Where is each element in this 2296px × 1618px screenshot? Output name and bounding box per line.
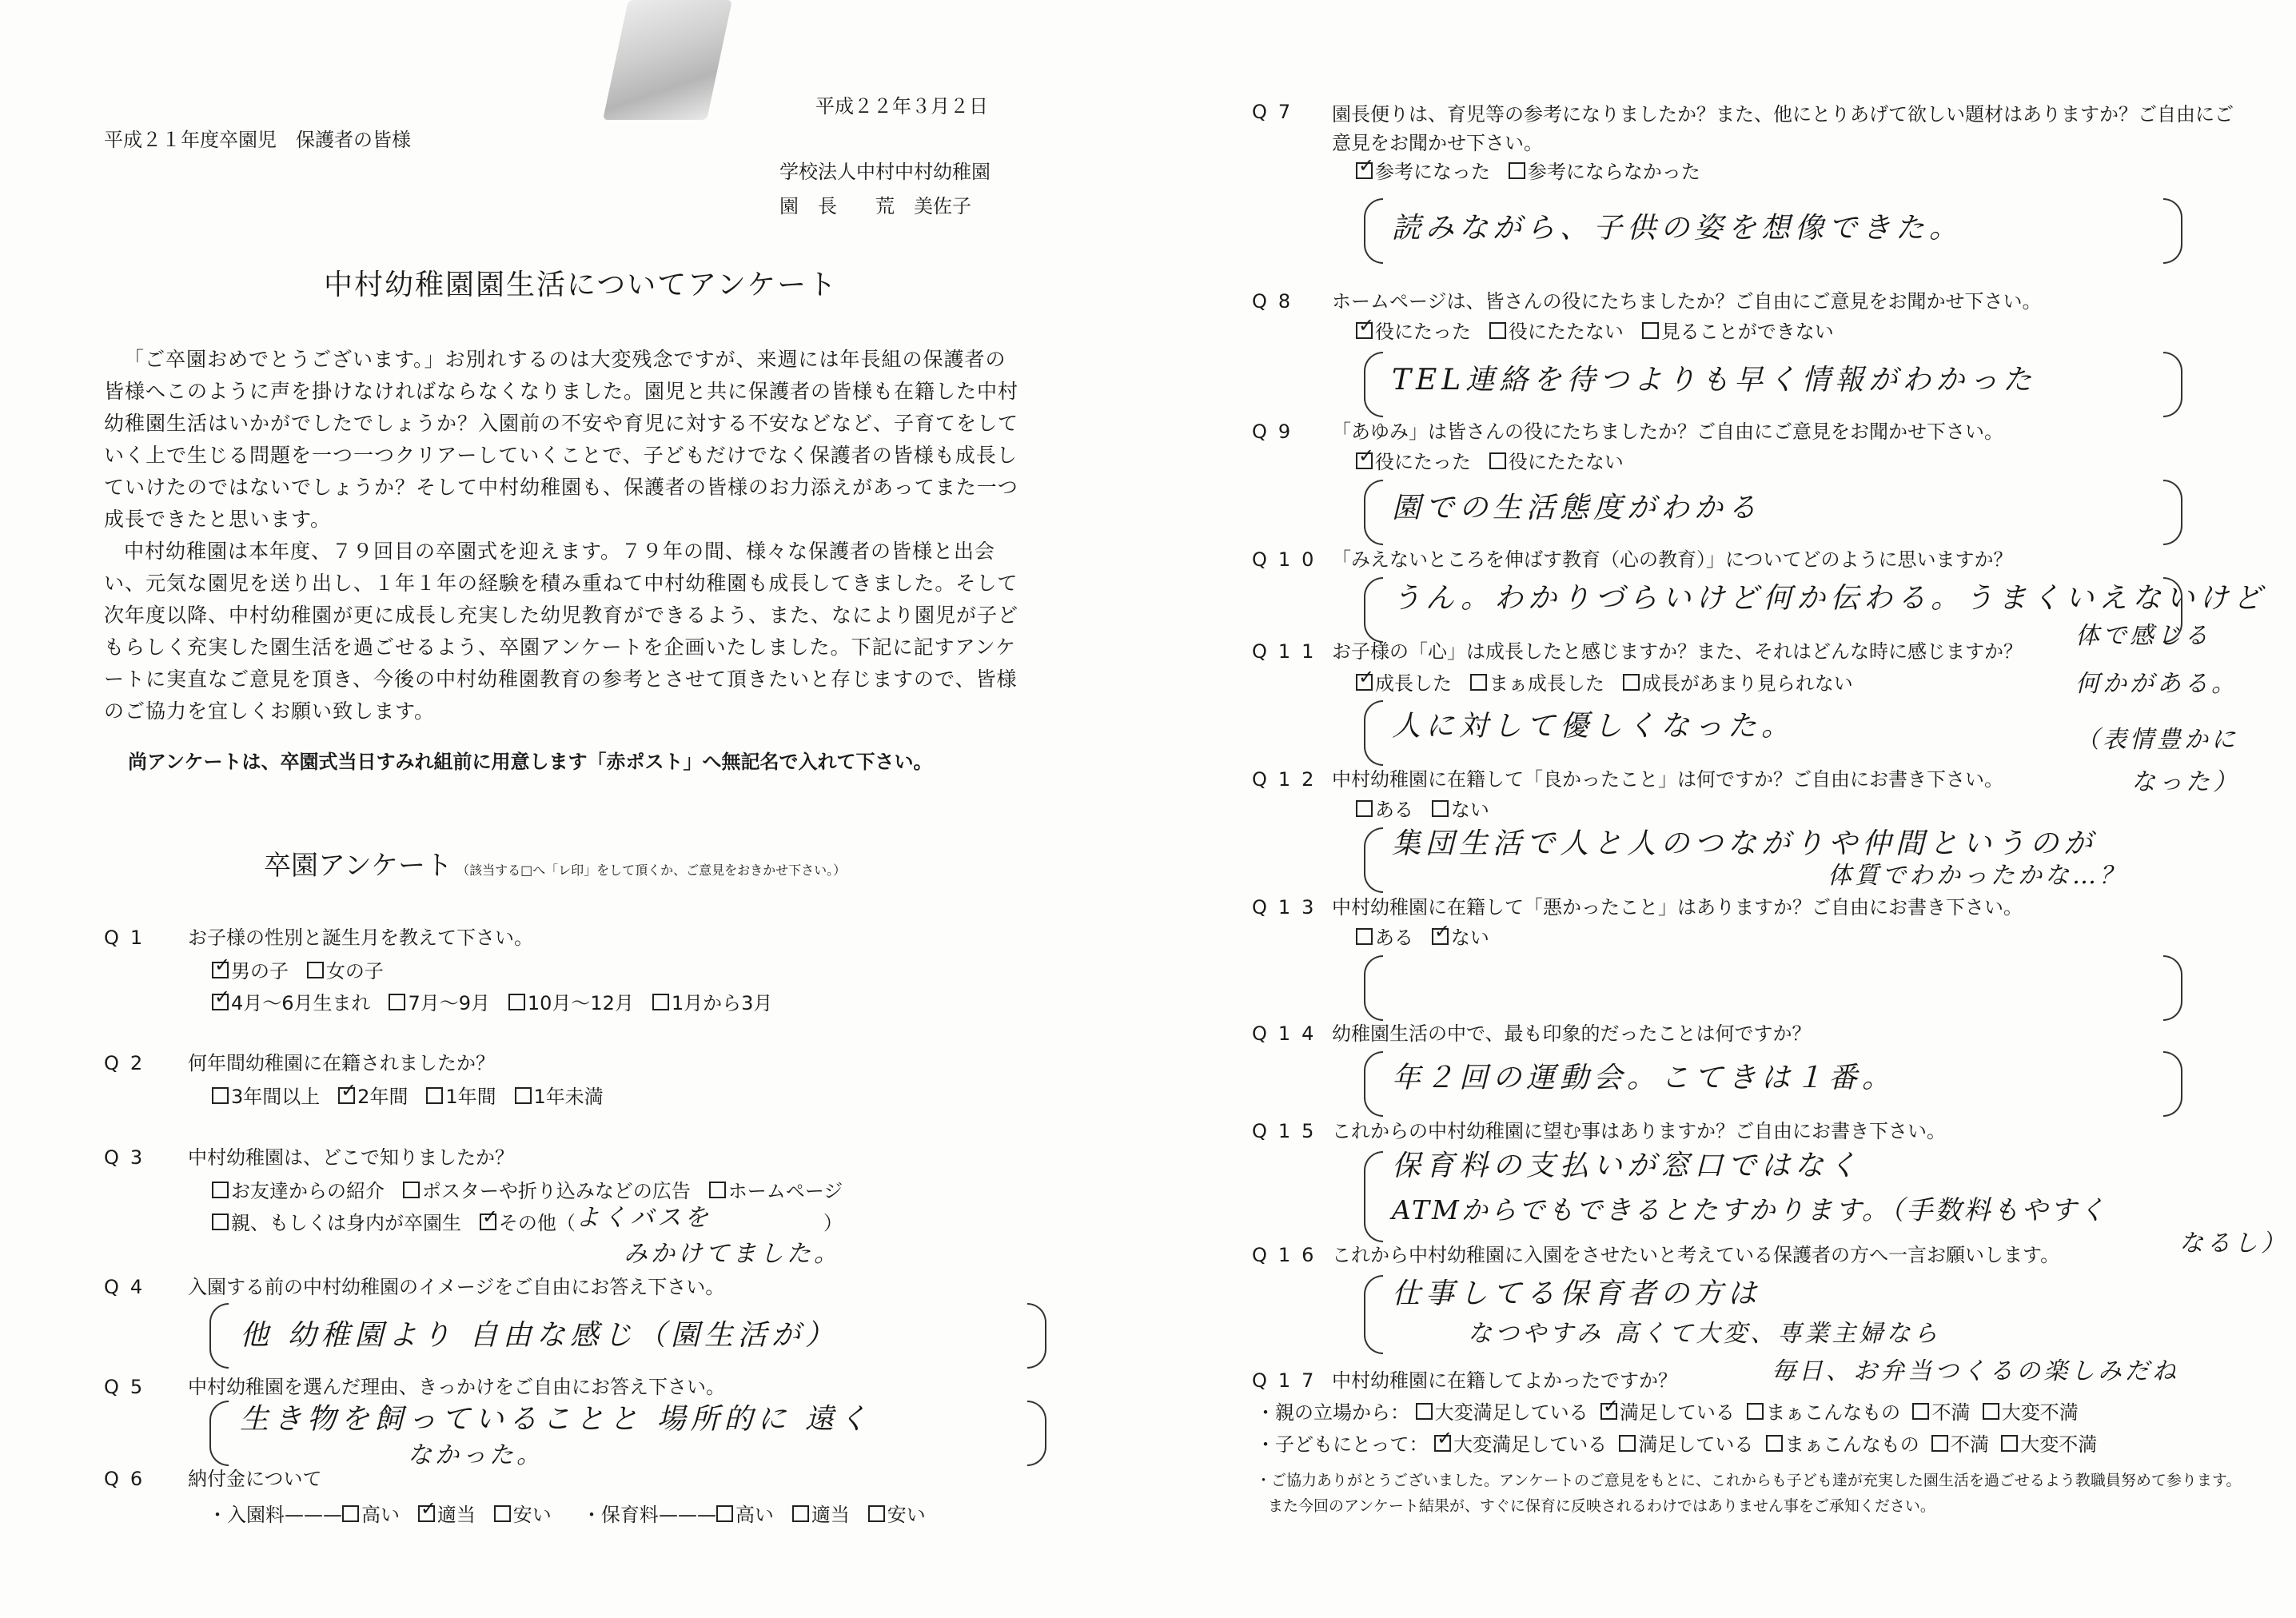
q3-handwriting-2: みかけてました。 <box>624 1240 841 1268</box>
checkbox-3yr[interactable] <box>212 1087 229 1104</box>
option-label: 役にたった <box>1375 321 1471 343</box>
q10-text: 「みえないところを伸ばす教育（心の教育）」についてどのように思いますか？ <box>1332 548 2013 571</box>
q12-handwriting: 集団生活で人と人のつながりや仲間というのが <box>1392 827 2098 860</box>
q4-handwriting: 他 幼稚園より 自由な感じ（園生活が） <box>240 1319 839 1352</box>
checkbox-grew[interactable] <box>1356 674 1373 691</box>
option-label: まぁこんなもの <box>1766 1401 1901 1424</box>
checkbox-good-yes[interactable] <box>1356 800 1373 817</box>
q11-number: Q11 <box>1252 640 1325 663</box>
q2-number: Q2 <box>104 1052 154 1074</box>
option-label: 2年間 <box>357 1086 409 1108</box>
option-label: 大変満足している <box>1453 1433 1608 1456</box>
q11-side-note-4: なった） <box>2131 768 2240 796</box>
checkbox-friend[interactable] <box>212 1182 229 1198</box>
option-label: 高い <box>361 1504 400 1526</box>
q13-number: Q13 <box>1252 896 1325 919</box>
option-label: 1年間 <box>445 1086 496 1108</box>
q10-bracket-left <box>1364 577 1383 643</box>
q15-handwriting-3: なるし） <box>2179 1229 2288 1257</box>
checkbox-tuition-cheap[interactable] <box>868 1505 885 1522</box>
q14-number: Q14 <box>1252 1022 1325 1045</box>
q15-handwriting-1: 保育料の支払いが窓口ではなく <box>1392 1150 1863 1182</box>
q13-bracket-left <box>1364 955 1383 1021</box>
q16-number: Q16 <box>1252 1244 1325 1266</box>
q5-handwriting-1: 生き物を飼っていることと 場所的に 遠く <box>240 1403 872 1436</box>
q11-options <box>1356 672 1853 695</box>
checkbox-oct-dec[interactable] <box>508 994 525 1010</box>
option-label: 大変不満 <box>2001 1401 2079 1424</box>
q2-text: 何年間幼稚園に在籍されましたか？ <box>188 1052 495 1074</box>
option-label: ホームページ <box>727 1180 843 1202</box>
q1-text: お子様の性別と誕生月を教えて下さい。 <box>188 927 533 949</box>
option-label: お友達からの紹介 <box>231 1180 385 1202</box>
q7-bracket-right <box>2163 198 2182 264</box>
option-label: 安い <box>512 1504 552 1526</box>
option-label: 7月～9月 <box>408 992 490 1014</box>
q1-row2 <box>212 991 772 1015</box>
checkbox-parent-so-so[interactable] <box>1747 1403 1764 1420</box>
checkbox-entry-high[interactable] <box>342 1505 359 1522</box>
checkbox-parent-satisfied[interactable] <box>1600 1403 1617 1420</box>
q9-options <box>1356 450 1624 474</box>
checkbox-entry-fair[interactable] <box>418 1505 435 1522</box>
option-label: ない <box>1450 799 1489 821</box>
q16-handwriting-2: なつやすみ 高くて大変、専業主婦なら <box>1468 1320 1941 1348</box>
checkbox-male[interactable] <box>212 962 229 978</box>
option-label: 見ることができない <box>1660 321 1834 343</box>
q17-parent-row: ・親の立場から： 大変満足している ✓ 満足している まぁこんなもの 不満 大変不満 <box>1256 1401 2079 1425</box>
q5-handwriting-2: なかった。 <box>408 1441 544 1469</box>
q11-text: お子様の「心」は成長したと感じますか？また、それはどんな時に感じますか？ <box>1332 640 2023 663</box>
checkbox-homepage[interactable] <box>709 1182 726 1198</box>
q3-close-paren: ） <box>823 1212 843 1234</box>
option-label: 1年未満 <box>533 1086 604 1108</box>
option-label: その他（ <box>498 1212 576 1234</box>
option-label: 親、もしくは身内が卒園生 <box>231 1212 461 1234</box>
checkbox-jul-sep[interactable] <box>389 994 405 1010</box>
letter-date: 平成２２年３月２日 <box>815 95 988 118</box>
option-label: ある <box>1375 927 1413 949</box>
checkbox-not-useful[interactable] <box>1509 162 1525 179</box>
footer-thanks: ・ご協力ありがとうございました。アンケートのご意見をもとに、これからも子ども達が充実した園生活を過ごせるよう教職員努めて参ります。 <box>1256 1472 2242 1489</box>
option-label: 10月～12月 <box>527 992 634 1014</box>
q5-bracket-left <box>209 1401 229 1466</box>
option-label: 参考になった <box>1375 161 1490 183</box>
option-label: 役にたった <box>1375 451 1471 473</box>
option-label: 役にたたない <box>1508 321 1624 343</box>
checkbox-under-1yr[interactable] <box>515 1087 532 1104</box>
q13-text: 中村幼稚園に在籍して「悪かったこと」はありますか？ご自由にお書き下さい。 <box>1332 896 2023 919</box>
checkbox-useful[interactable] <box>1356 162 1373 179</box>
q15-bracket-left <box>1364 1151 1383 1242</box>
option-label: 安い <box>887 1504 926 1526</box>
option-label: 成長した <box>1375 672 1452 695</box>
checkbox-parent-dissatisfied[interactable] <box>1912 1403 1929 1420</box>
option-label: 適当 <box>436 1504 476 1526</box>
right-page <box>1148 0 2296 1618</box>
q7-bracket-left <box>1364 198 1383 264</box>
option-label: まぁ成長した <box>1489 672 1604 695</box>
checkbox-bad-no[interactable] <box>1432 928 1449 945</box>
q14-handwriting: 年２回の運動会。こてきは１番。 <box>1392 1062 1896 1094</box>
q8-text: ホームページは、皆さんの役にたちましたか？ご自由にご意見をお聞かせ下さい。 <box>1332 290 2042 313</box>
q9-text: 「あゆみ」は皆さんの役にたちましたか？ご自由にご意見をお聞かせ下さい。 <box>1332 420 2003 443</box>
option-label: ポスターや折り込みなどの広告 <box>421 1180 691 1202</box>
checkbox-female[interactable] <box>307 962 324 978</box>
q16-handwriting-1: 仕事してる保育者の方は <box>1392 1277 1762 1310</box>
checkbox-hp-useful[interactable] <box>1356 322 1373 339</box>
checkbox-tuition-fair[interactable] <box>792 1505 809 1522</box>
checkbox-parent-very-dissatisfied[interactable] <box>1983 1403 1999 1420</box>
option-label: 不満 <box>1931 1401 1971 1424</box>
checkbox-apr-jun[interactable] <box>212 994 229 1010</box>
option-label: 不満 <box>1950 1433 1989 1456</box>
q6-options: ・入園料——— 高い ✓ 適当 安い ・保育料——— 高い 適当 安い <box>208 1503 926 1527</box>
option-label: 女の子 <box>325 960 384 982</box>
option-label: 適当 <box>811 1504 850 1526</box>
q1-row1 <box>212 959 384 983</box>
checkbox-ads[interactable] <box>403 1182 420 1198</box>
q5-bracket-right <box>1027 1401 1046 1466</box>
checkbox-ayumi-not-useful[interactable] <box>1489 452 1506 469</box>
section-heading <box>264 843 846 883</box>
checkbox-hp-not-useful[interactable] <box>1489 322 1506 339</box>
q4-number: Q4 <box>104 1276 154 1298</box>
checkbox-child-very-satisfied[interactable] <box>1434 1435 1451 1452</box>
q11-side-note-1: 体で感じる <box>2075 622 2211 650</box>
checkbox-1yr[interactable] <box>426 1087 443 1104</box>
checkbox-child-very-dissatisfied[interactable] <box>2001 1435 2018 1452</box>
q2-options <box>212 1085 604 1109</box>
option-group-label: ・入園料 <box>208 1504 285 1526</box>
option-label: 成長があまり見られない <box>1641 672 1853 695</box>
option-label: 高い <box>735 1504 774 1526</box>
intro-paragraph-1: 「ご卒園おめでとうございます。」お別れするのは大変残念ですが、来週には年長組の保護者の皆様へこのように声を掛けなければならなくなりました。園児と共に保護者の皆様も在籍した中村幼稚園生活はいかがでしたでしょうか？入園前の不安や育児に対する不安などなど、子育てをしていく上で生じる問題を一つ一つクリアーしていくことで、子どもだけでなく保護者の皆様も成長していけたのではないでしょうか？そして中村幼稚園も、保護者の皆様のお力添えがあってまた一つ成長できたと思います。 <box>104 348 1019 531</box>
letter-org: 学校法人中村中村幼稚園 <box>779 161 991 183</box>
option-label: 参考にならなかった <box>1527 161 1700 183</box>
q6-number: Q6 <box>104 1468 154 1490</box>
checkbox-relative[interactable] <box>212 1214 229 1230</box>
q12-text: 中村幼稚園に在籍して「良かったこと」は何ですか？ご自由にお書き下さい。 <box>1332 768 2003 791</box>
option-label: 大変満足している <box>1434 1401 1588 1424</box>
q12-handwriting-2: 体質でわかったかな…？ <box>1828 862 2127 890</box>
q12-options <box>1356 798 1489 822</box>
q7-text: 園長便りは、育児等の参考になりましたか？また、他にとりあげて欲しい題材はありますか？ご自由にご意見をお聞かせ下さい。 <box>1332 103 2234 154</box>
checkbox-child-so-so[interactable] <box>1766 1435 1783 1452</box>
checkbox-bad-yes[interactable] <box>1356 928 1373 945</box>
q8-bracket-right <box>2163 352 2182 417</box>
survey-title: 中村幼稚園園生活についてアンケート <box>324 269 839 301</box>
q1-number: Q1 <box>104 927 154 949</box>
q17-text: 中村幼稚園に在籍してよかったですか？ <box>1332 1369 1677 1392</box>
q3-row1 <box>212 1179 843 1203</box>
q13-bracket-right <box>2163 955 2182 1021</box>
q8-number: Q8 <box>1252 290 1302 313</box>
q11-handwriting: 人に対して優しくなった。 <box>1392 710 1796 743</box>
q8-options <box>1356 320 1834 344</box>
q10-number: Q10 <box>1252 548 1325 571</box>
q8-handwriting: TEL連絡を待つよりも早く情報がわかった <box>1392 364 2037 397</box>
q11-side-note-2: 何かがある。 <box>2075 670 2238 698</box>
checkbox-tuition-high[interactable] <box>716 1505 733 1522</box>
q9-number: Q9 <box>1252 420 1302 443</box>
q14-text: 幼稚園生活の中で、最も印象的だったことは何ですか？ <box>1332 1022 1812 1045</box>
q15-text: これからの中村幼稚園に望む事はありますか？ご自由にお書き下さい。 <box>1332 1120 1946 1142</box>
q12-bracket-left <box>1364 827 1383 893</box>
option-label: まぁこんなもの <box>1784 1433 1919 1456</box>
q16-text: これから中村幼稚園に入園をさせたいと考えている保護者の方へ一言お願いします。 <box>1332 1244 2060 1266</box>
q8-bracket-left <box>1364 352 1383 417</box>
q7-options <box>1356 160 1700 184</box>
letter-principal: 園 長 荒 美佐子 <box>779 195 971 217</box>
letter-recipient: 平成２１年度卒園児 保護者の皆様 <box>104 129 411 151</box>
q3-row2 <box>212 1211 576 1235</box>
q9-bracket-left <box>1364 480 1383 545</box>
footer-disclaimer: また今回のアンケート結果が、すぐに保育に反映されるわけではありません事をご承知ください。 <box>1268 1497 1935 1515</box>
q9-handwriting: 園での生活態度がわかる <box>1392 492 1762 524</box>
q4-bracket-left <box>209 1303 229 1369</box>
q14-bracket-right <box>2163 1051 2182 1117</box>
section-note: （該当する□へ「レ印」をして頂くか、ご意見をおきかせ下さい。） <box>456 863 847 878</box>
checkbox-hp-cannot-view[interactable] <box>1642 322 1659 339</box>
checkbox-jan-mar[interactable] <box>652 994 669 1010</box>
q14-bracket-left <box>1364 1051 1383 1117</box>
option-label: 満足している <box>1619 1401 1735 1424</box>
submission-notice: 尚アンケートは、卒園式当日すみれ組前に用意します「赤ポスト」へ無記名で入れて下さい。 <box>128 751 933 773</box>
q12-number: Q12 <box>1252 768 1325 791</box>
checkbox-2yr[interactable] <box>338 1087 355 1104</box>
q13-options <box>1356 926 1489 950</box>
q16-handwriting-3: 毎日、お弁当つくるの楽しみだね <box>1772 1357 2179 1385</box>
q15-number: Q15 <box>1252 1120 1325 1142</box>
checkbox-grew-somewhat[interactable] <box>1470 674 1487 691</box>
checkbox-not-grown[interactable] <box>1623 674 1640 691</box>
q4-bracket-right <box>1027 1303 1046 1369</box>
intro-paragraph-2: 中村幼稚園は本年度、７９回目の卒園式を迎えます。７９年の間、様々な保護者の皆様と出会い、元気な園児を送り出し、１年１年の経験を積み重ねて中村幼稚園も成長してきました。そして次年度以降、中村幼稚園が更に成長し充実した幼児教育ができるよう、また、なにより園児が子どもらしく充実した園生活を過ごせるよう、卒園アンケートを企画いたしました。下記に記すアンケートに実直なご意見を頂き、今後の中村幼稚園教育の参考とさせて頂きたいと存じますので、皆様のご協力を宜しくお願い致します。 <box>104 540 1019 723</box>
option-label: 男の子 <box>231 960 289 982</box>
option-group-label: ・親の立場から <box>1256 1401 1390 1424</box>
option-label: ない <box>1450 927 1489 949</box>
q5-text: 中村幼稚園を選んだ理由、きっかけをご自由にお答え下さい。 <box>188 1376 725 1398</box>
q7-handwriting: 読みながら、子供の姿を想像できた。 <box>1392 212 1963 245</box>
checkbox-child-dissatisfied[interactable] <box>1931 1435 1948 1452</box>
q17-child-row: ・子どもにとって： ✓大変満足している 満足している まぁこんなもの 不満 大変不満 <box>1256 1433 2097 1457</box>
option-label: 満足している <box>1638 1433 1754 1456</box>
checkbox-parent-very-satisfied[interactable] <box>1416 1403 1433 1420</box>
q11-bracket-left <box>1364 700 1383 766</box>
option-label: 3年間以上 <box>231 1086 321 1108</box>
q3-number: Q3 <box>104 1146 154 1169</box>
checkbox-good-no[interactable] <box>1432 800 1449 817</box>
option-label: 役にたたない <box>1508 451 1624 473</box>
q15-handwriting-2: ATMからでもできるとたすかります。（手数料もやすく <box>1392 1194 2108 1225</box>
option-label: ある <box>1375 799 1413 821</box>
q17-number: Q17 <box>1252 1369 1325 1392</box>
q16-bracket-left <box>1364 1275 1383 1354</box>
option-label: 大変不満 <box>2020 1433 2098 1456</box>
section-title: 卒園アンケート <box>264 850 452 882</box>
q9-bracket-right <box>2163 480 2182 545</box>
q6-text: 納付金について <box>188 1468 322 1490</box>
option-label: 1月から3月 <box>671 992 773 1014</box>
option-label: 4月～6月生まれ <box>231 992 371 1014</box>
checkbox-ayumi-useful[interactable] <box>1356 452 1373 469</box>
q3-text: 中村幼稚園は、どこで知りましたか？ <box>188 1146 514 1169</box>
q7-number: Q7 <box>1252 101 1302 123</box>
q10-handwriting: うん。わかりづらいけど何か伝わる。うまくいえないけど <box>1392 582 2267 615</box>
checkbox-entry-cheap[interactable] <box>494 1505 511 1522</box>
option-group-label: ・子どもにとって <box>1256 1433 1409 1456</box>
scan-smudge <box>603 0 732 120</box>
option-group-label: ・保育料 <box>581 1504 659 1526</box>
checkbox-other[interactable] <box>480 1214 496 1230</box>
checkbox-child-satisfied[interactable] <box>1619 1435 1636 1452</box>
q11-side-note-3: （表情豊かに <box>2075 726 2238 754</box>
q5-number: Q5 <box>104 1376 154 1398</box>
q3-handwriting-1: よくバスを <box>576 1204 712 1232</box>
q4-text: 入園する前の中村幼稚園のイメージをご自由にお答え下さい。 <box>188 1276 725 1298</box>
